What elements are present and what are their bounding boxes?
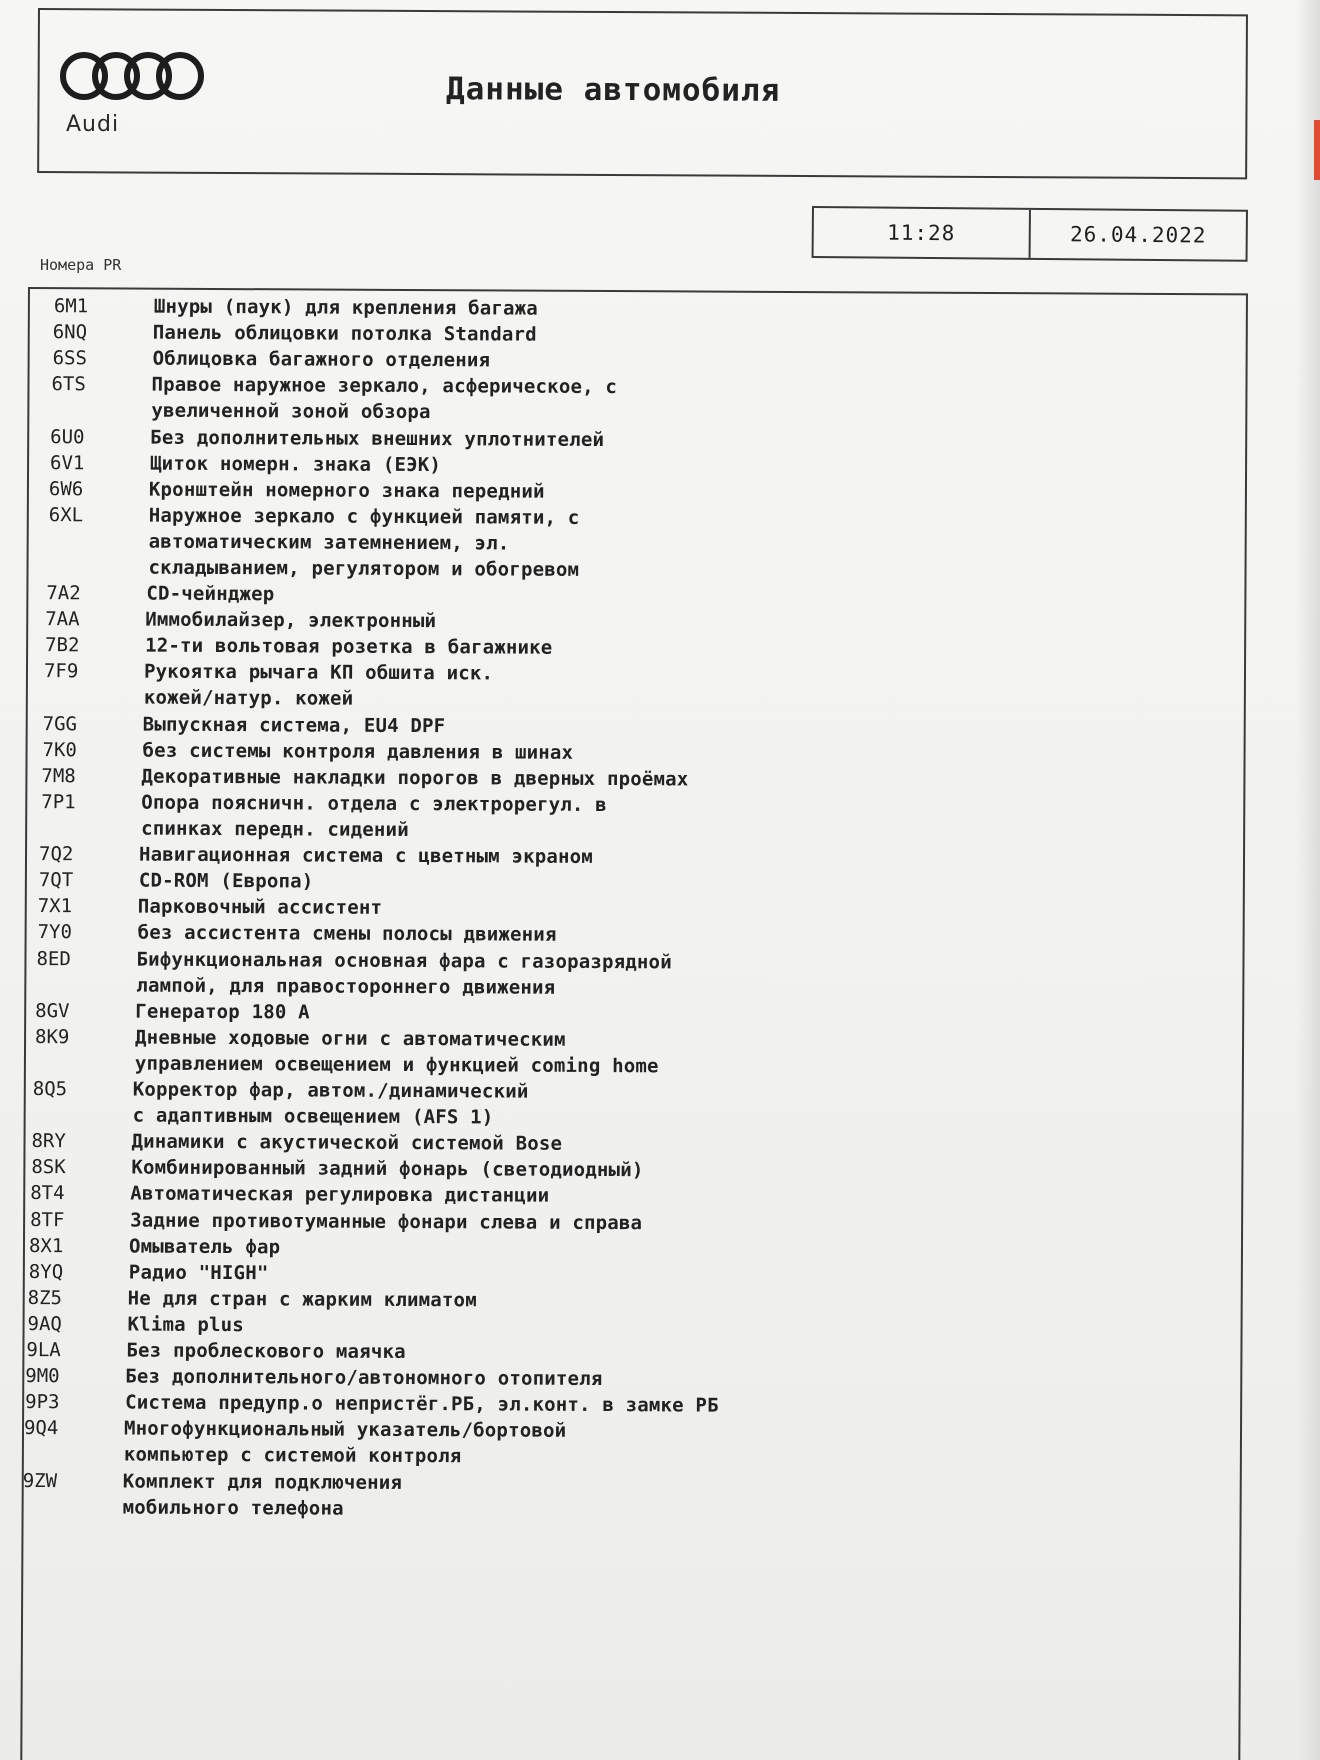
page-title: Данные автомобиля [445, 71, 781, 109]
pr-code: 8GV [35, 999, 70, 1022]
list-item [25, 1363, 1225, 1391]
pr-code: 7AA [45, 608, 80, 631]
pr-code: 7QT [38, 869, 74, 892]
list-item [52, 319, 1253, 346]
pr-description: Наружное зеркало с функцией памяти, с автоматическим затемнением, эл. складыванием, регулятором и обогревом [148, 504, 580, 581]
pr-code: 7A2 [46, 582, 81, 605]
pr-code: 7Y0 [37, 921, 73, 944]
pr-description: Облицовка багажного отделения [152, 347, 491, 372]
pr-description: Динамики с акустической системой Bose [131, 1130, 563, 1155]
logo-wordmark: Audi [66, 112, 120, 137]
pr-code: 8ED [36, 947, 71, 970]
list-item [53, 293, 1254, 320]
list-item [27, 1311, 1228, 1337]
pr-code: 9ZW [22, 1469, 58, 1492]
pr-description: Кронштейн номерного знака передний [148, 478, 545, 503]
audi-rings-logo-icon [58, 48, 208, 104]
pr-number-list [20, 287, 1248, 1760]
list-item [26, 1337, 1227, 1363]
list-item [28, 1259, 1229, 1284]
list-item [50, 424, 1250, 451]
pr-code: 6W6 [48, 477, 84, 500]
pr-description: CD-чейнджер [146, 582, 275, 606]
list-item [45, 632, 1245, 660]
pr-description: Многофункциональный указатель/бортовой компьютер с системой контроля [123, 1417, 567, 1468]
pr-description: Радио "HIGH" [128, 1261, 269, 1284]
pr-description: Автоматическая регулировка дистанции [130, 1182, 550, 1208]
pr-description: Klima plus [127, 1313, 245, 1337]
pr-code: 7P1 [41, 790, 76, 814]
pr-description: Омыватель фар [128, 1235, 281, 1258]
list-item [36, 946, 1237, 999]
pr-code: 7K0 [42, 738, 77, 761]
pr-code: 9P3 [25, 1391, 60, 1414]
pr-description: Опора поясничн. отдела с электрорегул. в спинках передн. сидений [141, 791, 607, 841]
pr-code: 6NQ [52, 321, 88, 344]
list-item [45, 606, 1245, 633]
list-item [42, 737, 1243, 764]
pr-description: Бифункциональная основная фара с газоразрядной лампой, для правостороннего движения [136, 948, 672, 999]
pr-code: 8X1 [28, 1234, 64, 1257]
list-item [37, 919, 1238, 947]
pr-description: Щиток номерн. знака (ЕЭК) [150, 452, 442, 476]
pr-description: Комплект для подключения мобильного телефона [122, 1470, 403, 1520]
list-item [25, 1389, 1225, 1417]
section-label: Номера PR [40, 256, 122, 274]
page-edge-shadow [1296, 0, 1320, 1760]
list-item [42, 711, 1243, 737]
pr-code: 7M8 [41, 764, 76, 788]
pr-code: 8Z5 [27, 1286, 63, 1309]
pr-description: Система предупр.о непристёг.РБ, эл.конт. в замке РБ [125, 1391, 719, 1417]
pr-code: 9Q4 [23, 1417, 59, 1440]
list-item [31, 1154, 1231, 1182]
pr-code: 9M0 [25, 1365, 60, 1388]
list-item [38, 841, 1239, 869]
pr-code: 6M1 [53, 295, 89, 318]
list-item [43, 658, 1244, 711]
pr-description: Рукоятка рычага КП обшита иск. кожей/натур. кожей [143, 661, 494, 711]
pr-code: 7F9 [43, 660, 79, 683]
pr-code: 9LA [26, 1339, 61, 1362]
pr-description: Иммобилайзер, электронный [145, 608, 437, 633]
list-item [37, 893, 1238, 920]
pr-description: Без проблескового маячка [126, 1339, 406, 1363]
pr-description: Без дополнительного/автономного отопителя [125, 1365, 603, 1391]
list-item [48, 476, 1249, 503]
pr-description: Без дополнительных внешних уплотнителей [150, 426, 605, 451]
pr-description: Панель облицовки потолка Standard [152, 321, 537, 346]
pr-description: Не для стран с жарким климатом [127, 1287, 477, 1312]
pr-code: 8T4 [30, 1182, 65, 1205]
pr-description: CD-ROM (Европа) [138, 869, 314, 893]
date-value: 26.04.2022 [1029, 210, 1246, 260]
time-value: 11:28 [887, 220, 956, 246]
pr-code: 6XL [48, 503, 84, 527]
pr-code: 8RY [31, 1130, 66, 1153]
red-edge-marker [1314, 120, 1320, 180]
list-item [48, 502, 1249, 581]
list-item [22, 1467, 1223, 1520]
pr-code: 6SS [52, 347, 88, 370]
pr-code: 7X1 [37, 895, 73, 918]
pr-description: без системы контроля давления в шинах [142, 739, 574, 764]
pr-code: 8YQ [28, 1260, 64, 1283]
list-item [41, 763, 1242, 791]
pr-description: 12-ти вольтовая розетка в багажнике [145, 634, 553, 660]
pr-code: 7GG [42, 712, 78, 735]
time-date-box [812, 206, 1248, 262]
pr-description: Навигационная система с цветным экраном [138, 843, 594, 869]
list-item [35, 1024, 1235, 1078]
list-item [50, 450, 1250, 476]
pr-description: Шнуры (паук) для крепления багажа [153, 295, 539, 320]
pr-code: 8TF [30, 1208, 65, 1231]
list-item [30, 1207, 1230, 1234]
list-item [51, 371, 1252, 424]
pr-code: 8SK [31, 1156, 66, 1179]
pr-code: 7B2 [45, 634, 80, 657]
list-item [52, 345, 1253, 372]
pr-description: Правое наружное зеркало, асферическое, с увеличенной зоной обзора [151, 373, 618, 424]
pr-description: Генератор 180 А [135, 1000, 310, 1024]
pr-code: 6TS [51, 373, 86, 396]
pr-code: 9AQ [27, 1312, 62, 1336]
list-item [46, 580, 1246, 606]
list-item [31, 1128, 1232, 1155]
pr-code: 8Q5 [32, 1078, 68, 1101]
pr-description: Комбинированный задний фонарь (светодиодный) [131, 1156, 644, 1182]
pr-description: без ассистента смены полосы движения [137, 921, 557, 947]
list-item [38, 867, 1239, 893]
pr-description: Корректор фар, автом./динамический с адаптивным освещением (AFS 1) [132, 1078, 529, 1129]
list-item [27, 1285, 1228, 1312]
pr-description: Дневные ходовые огни с автоматическим управлением освещением и функцией coming home [134, 1026, 659, 1078]
pr-description: Задние противотуманные фонари слева и справа [130, 1209, 643, 1234]
pr-code: 8K9 [35, 1025, 70, 1049]
pr-code: 6V1 [50, 451, 85, 474]
pr-code: 6U0 [50, 425, 85, 448]
pr-description: Выпускная система, EU4 DPF [142, 713, 446, 737]
pr-description: Парковочный ассистент [137, 895, 383, 920]
pr-description: Декоративные накладки порогов в дверных проёмах [141, 765, 689, 791]
pr-code: 7Q2 [38, 843, 74, 866]
